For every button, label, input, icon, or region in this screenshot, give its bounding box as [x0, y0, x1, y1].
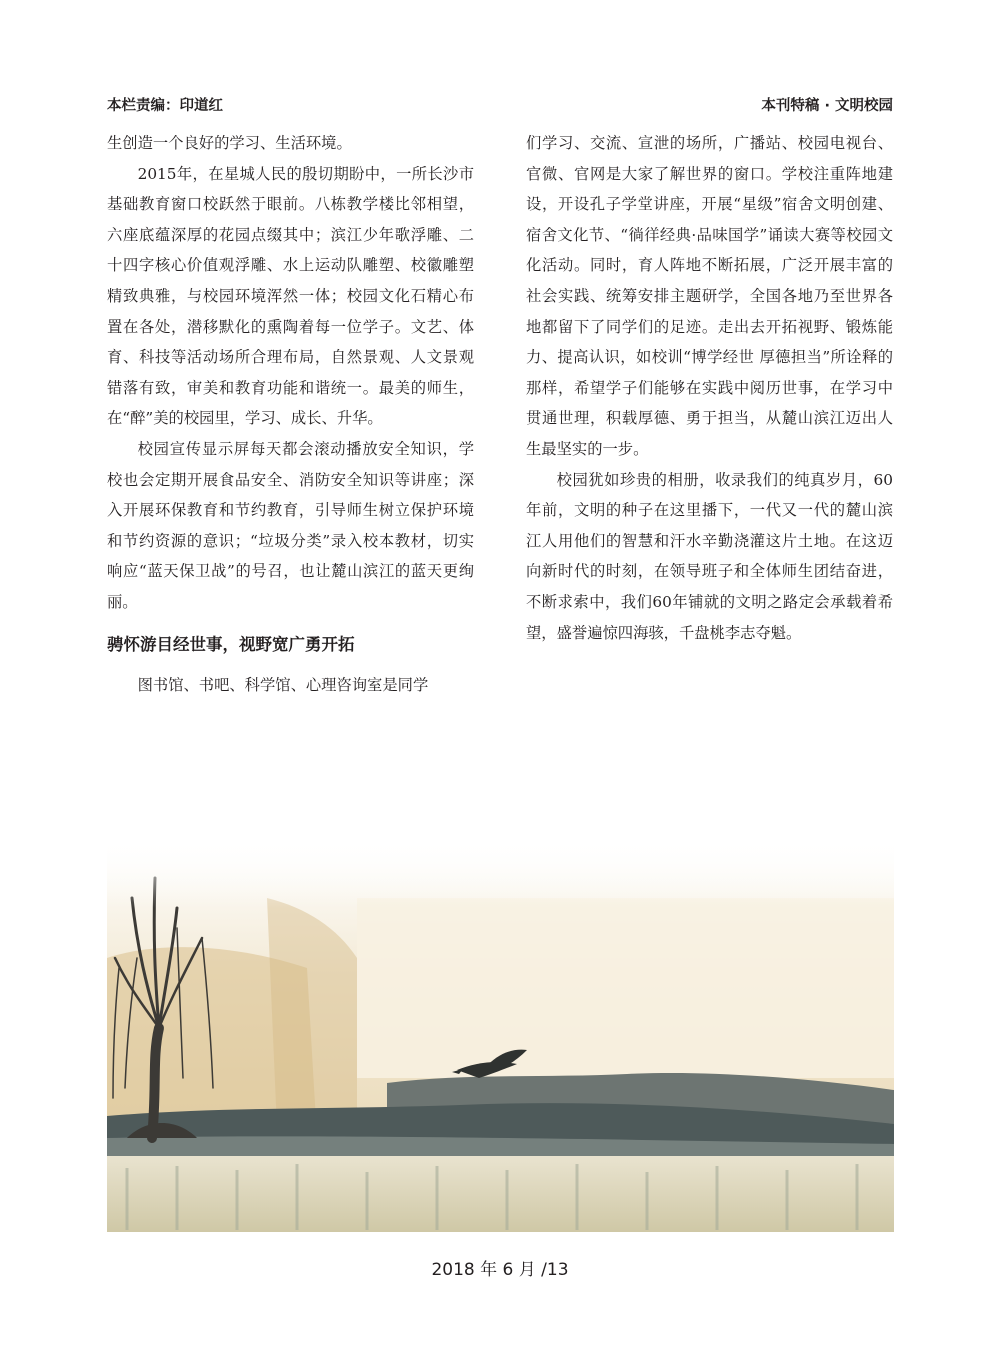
header-section-title: 本刊特稿 · 文明校园 [761, 98, 893, 114]
right-column [526, 128, 893, 648]
header-column-editor: 本栏责编：印道红 [107, 98, 223, 114]
ink-landscape-painting-icon [107, 838, 894, 1232]
left-column [107, 128, 474, 700]
paragraph: 2015年，在星城人民的殷切期盼中，一所长沙市基础教育窗口校跃然于眼前。八栋教学楼比邻相望，六座底蕴深厚的花园点缀其中；滨江少年歌浮雕、二十四字核心价值观浮雕、水上运动队雕塑、校徽雕塑精致典雅，与校园环境浑然一体；校园文化石精心布置在各处，潜移默化的熏陶着每一位学子。文艺、体育、科技等活动场所合理布局，自然景观、人文景观错落有致，审美和教育功能和谐统一。最美的师生，在“醉”美的校园里，学习、成长、升华。 [107, 164, 474, 428]
paragraph: 生创造一个良好的学习、生活环境。 [107, 134, 352, 152]
paragraph: 们学习、交流、宣泄的场所，广播站、校园电视台、官微、官网是大家了解世界的窗口。学校注重阵地建设，开设孔子学堂讲座，开展“星级”宿舍文明创建、宿舍文化节、“徜徉经典·品味国学”诵读大赛等校园文化活动。同时，育人阵地不断拓展，广泛开展丰富的社会实践、统筹安排主题研学，全国各地乃至世界各地都留下了同学们的足迹。走出去开拓视野、锻炼能力、提高认识，如校训“博学经世 厚德担当”所诠释的那样，希望学子们能够在实践中阅历世事，在学习中贯通世理，积载厚德、勇于担当，从麓山滨江迈出人生最坚实的一步。 [526, 134, 893, 458]
landscape-painting [107, 838, 894, 1232]
page-folio: 2018 年 6 月 /13 [431, 1260, 569, 1280]
paragraph: 校园宣传显示屏每天都会滚动播放安全知识，学校也会定期开展食品安全、消防安全知识等讲座；深入开展环保教育和节约教育，引导师生树立保护环境和节约资源的意识；“垃圾分类”录入校本教材，切实响应“蓝天保卫战”的号召，也让麓山滨江的蓝天更绚丽。 [107, 439, 474, 611]
section-heading: 骋怀游目经世事，视野宽广勇开拓 [107, 634, 355, 654]
paragraph: 校园犹如珍贵的相册，收录我们的纯真岁月，60年前，文明的种子在这里播下，一代又一代的麓山滨江人用他们的智慧和汗水辛勤浇灌这片土地。在这迈向新时代的时刻，在领导班子和全体师生团结奋进，不断求索中，我们60年铺就的文明之路定会承载着希望，盛誉遍惊四海骇，千盘桃李志夺魁。 [526, 470, 893, 642]
paragraph: 图书馆、书吧、科学馆、心理咨询室是同学 [137, 675, 429, 694]
